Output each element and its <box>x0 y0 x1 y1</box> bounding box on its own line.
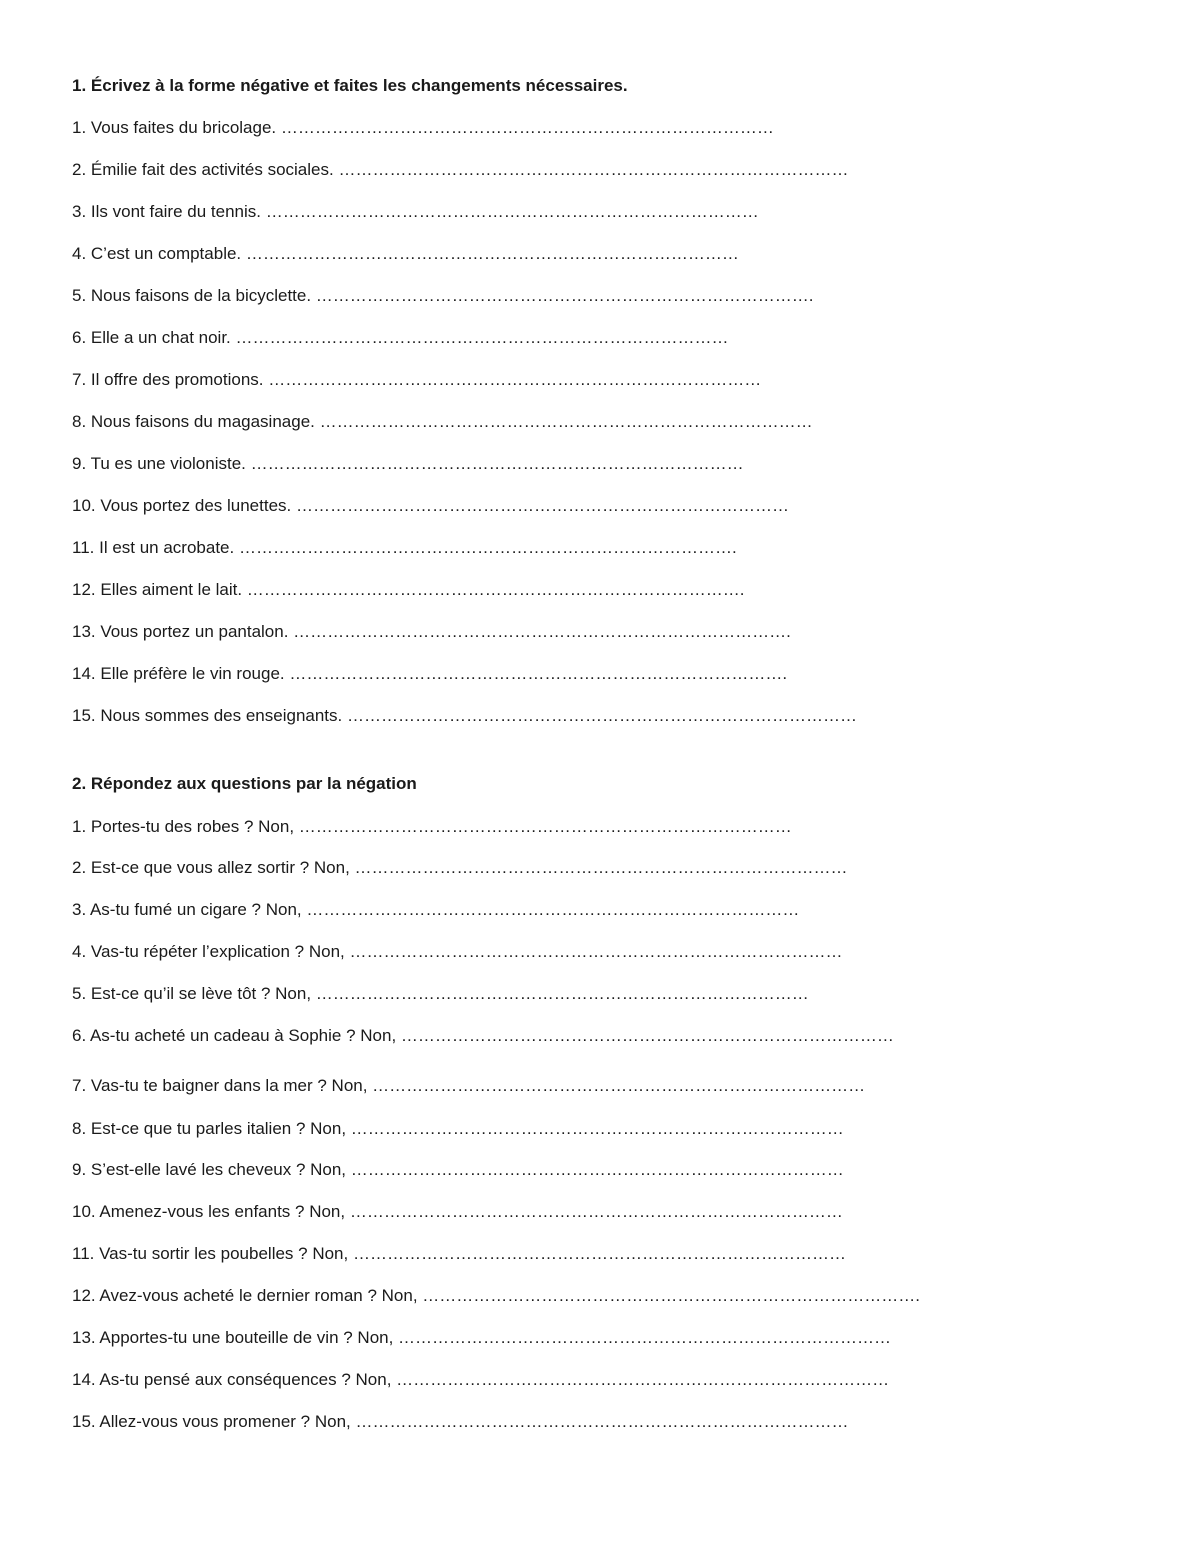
section2-item-7: 7. Vas-tu te baigner dans la mer ? Non, …………………………………………………………………………… <box>72 1076 866 1095</box>
section2-item-2: 2. Est-ce que vous allez sortir ? Non, …………………………………………………………………………… <box>72 858 848 877</box>
section2-heading: 2. Répondez aux questions par la négation <box>72 774 417 793</box>
section2-item-6: 6. As-tu acheté un cadeau à Sophie ? Non, …………………………………………………………………………… <box>72 1026 894 1045</box>
section1-heading: 1. Écrivez à la forme négative et faites les changements nécessaires. <box>72 76 628 95</box>
section2-item-1: 1. Portes-tu des robes ? Non, …………………………………………………………………………… <box>72 817 792 836</box>
section1-item-14: 14. Elle préfère le vin rouge. ……………………………………………………………………………. <box>72 664 788 683</box>
section1-item-11: 11. Il est un acrobate. ……………………………………………………………………………. <box>72 538 737 557</box>
section2-item-4: 4. Vas-tu répéter l’explication ? Non, …………………………………………………………………………… <box>72 942 843 961</box>
section2-item-13: 13. Apportes-tu une bouteille de vin ? Non, …………………………………………………………………………… <box>72 1328 892 1347</box>
section1-item-9: 9. Tu es une violoniste. …………………………………………………………………………… <box>72 454 744 473</box>
section2-item-9: 9. S’est-elle lavé les cheveux ? Non, …………………………………………………………………………… <box>72 1160 844 1179</box>
section2-item-14: 14. As-tu pensé aux conséquences ? Non, …………………………………………………………………………… <box>72 1370 890 1389</box>
section2-item-10: 10. Amenez-vous les enfants ? Non, …………………………………………………………………………… <box>72 1202 843 1221</box>
section2-item-11: 11. Vas-tu sortir les poubelles ? Non, …………………………………………………………………………… <box>72 1244 846 1263</box>
section1-item-10: 10. Vous portez des lunettes. …………………………………………………………………………… <box>72 496 789 515</box>
section1-item-7: 7. Il offre des promotions. …………………………………………………………………………… <box>72 370 762 389</box>
section1-item-13: 13. Vous portez un pantalon. ……………………………………………………………………………. <box>72 622 791 641</box>
section2-item-5: 5. Est-ce qu’il se lève tôt ? Non, …………………………………………………………………………… <box>72 984 809 1003</box>
section2-item-12: 12. Avez-vous acheté le dernier roman ? Non, ……………………………………………………………………………. <box>72 1286 920 1305</box>
section1-item-15: 15. Nous sommes des enseignants. ……………………………………………………………………………… <box>72 706 857 725</box>
section1-item-8: 8. Nous faisons du magasinage. …………………………………………………………………………… <box>72 412 813 431</box>
section2-item-8: 8. Est-ce que tu parles italien ? Non, …………………………………………………………………………… <box>72 1119 844 1138</box>
section1-item-2: 2. Émilie fait des activités sociales. ……………………………………………………………………………… <box>72 160 849 179</box>
section2-item-15: 15. Allez-vous vous promener ? Non, …………………………………………………………………………… <box>72 1412 849 1431</box>
section2-item-3: 3. As-tu fumé un cigare ? Non, …………………………………………………………………………… <box>72 900 800 919</box>
section1-item-1: 1. Vous faites du bricolage. …………………………………………………………………………… <box>72 118 774 137</box>
section1-item-12: 12. Elles aiment le lait. ……………………………………………………………………………. <box>72 580 745 599</box>
section1-item-3: 3. Ils vont faire du tennis. …………………………………………………………………………… <box>72 202 759 221</box>
section1-item-6: 6. Elle a un chat noir. …………………………………………………………………………… <box>72 328 729 347</box>
section1-item-5: 5. Nous faisons de la bicyclette. ……………………………………………………………………………. <box>72 286 814 305</box>
section1-item-4: 4. C’est un comptable. …………………………………………………………………………… <box>72 244 739 263</box>
